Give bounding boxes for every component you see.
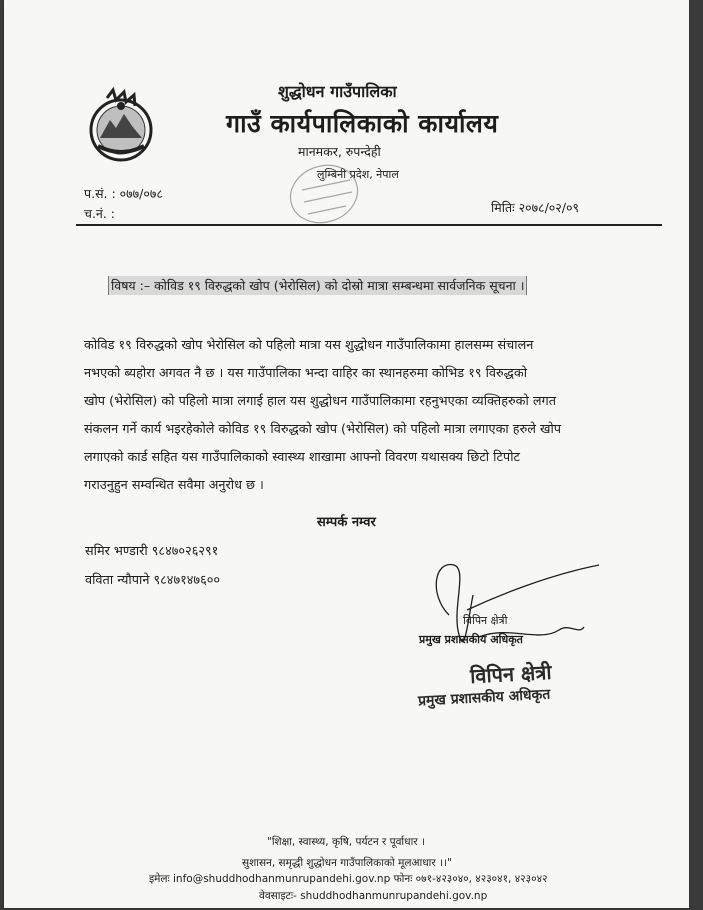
body-line: नभएको ब्यहोरा अगवत नै छ । यस गाउँपालिका भन्दा वाहिर का स्थानहरुमा कोभिड १९ विरुद्धको [84,366,528,381]
footer-contact: इमेलः info@shuddhodhanmunrupandehi.gov.np फोनः ०७१-४२३०४०, ४२३०४१, ४२३०४२ [149,873,548,885]
signatory-name: विपिन क्षेत्री [463,614,508,627]
contact-person-1: समिर भण्डारी ९८४७०२६२९१ [85,544,219,559]
body-line: संकलन गर्ने कार्य भइरहेकोले कोविड १९ विरुद्धको खोप (भेरोसिल) को पहिलो मात्रा लगाएका हरुले खोप [84,422,562,437]
contact-heading: सम्पर्क नम्वर [317,515,376,530]
letter-subject: विषय :– कोविड १९ विरुद्धको खोप (भेरोसिल) को दोस्रो मात्रा सम्बन्धमा सार्वजनिक सूचना । [108,276,527,295]
letter-page [4,0,689,908]
signature-icon [409,555,619,675]
header-divider [76,224,662,226]
org-address: मानमकर, रुपन्देही [298,144,381,159]
contact-person-2: वविता न्यौपाने ९८४७१४७६०० [85,573,221,588]
office-stamp-icon [272,150,382,240]
org-subtitle: शुद्धोधन गाउँपालिका [278,82,397,101]
dispatch-number: च.नं. : [84,206,116,221]
footer-slogan-1: "शिक्षा, स्वास्थ्य, कृषि, पर्यटन र पूर्वाधार । [267,836,425,848]
org-title: गाउँ कार्यपालिकाको कार्यालय [226,109,499,138]
nepal-emblem-icon [80,86,162,168]
letter-body [84,332,664,500]
body-line: कोविड १९ विरुद्धको खोप भेरोसिल को पहिलो मात्रा यस शुद्धोधन गाउँपालिकामा हालसम्म संचालन [84,338,534,353]
body-line: गराउनुहुन सम्वन्धित सवैमा अनुरोध छ । [84,478,264,493]
org-country: लुम्बिनी प्रदेश, नेपाल [317,168,399,181]
reference-number: प.सं. : ०७७/०७८ [84,186,163,201]
letter-date: मितिः २०७८/०२/०९ [491,200,579,215]
signatory-title: प्रमुख प्रशासकीय अधिकृत [419,633,523,646]
body-line: खोप (भेरोसिल) को पहिलो मात्रा लगाई हाल यस शुद्धोधन गाउँपालिकामा रहनुभएका व्यक्तिहरुको लगत [84,394,557,409]
stamp-title: प्रमुख प्रशासकीय अधिकृत [417,686,551,710]
body-line: लगाएको कार्ड सहित यस गाउँपालिकाको स्वास्थ्य शाखामा आफ्नो विवरण यथासक्य छिटो टिपोट [84,450,520,465]
stamp-name: विपिन क्षेत्री [469,659,553,689]
footer-website: वेवसाइटः- shuddhodhanmunrupandehi.gov.np [259,890,488,902]
footer-slogan-2: सुशासन, समृद्धी शुद्धोधन गाउँपालिकाको मूलआधार ।।" [242,857,452,869]
